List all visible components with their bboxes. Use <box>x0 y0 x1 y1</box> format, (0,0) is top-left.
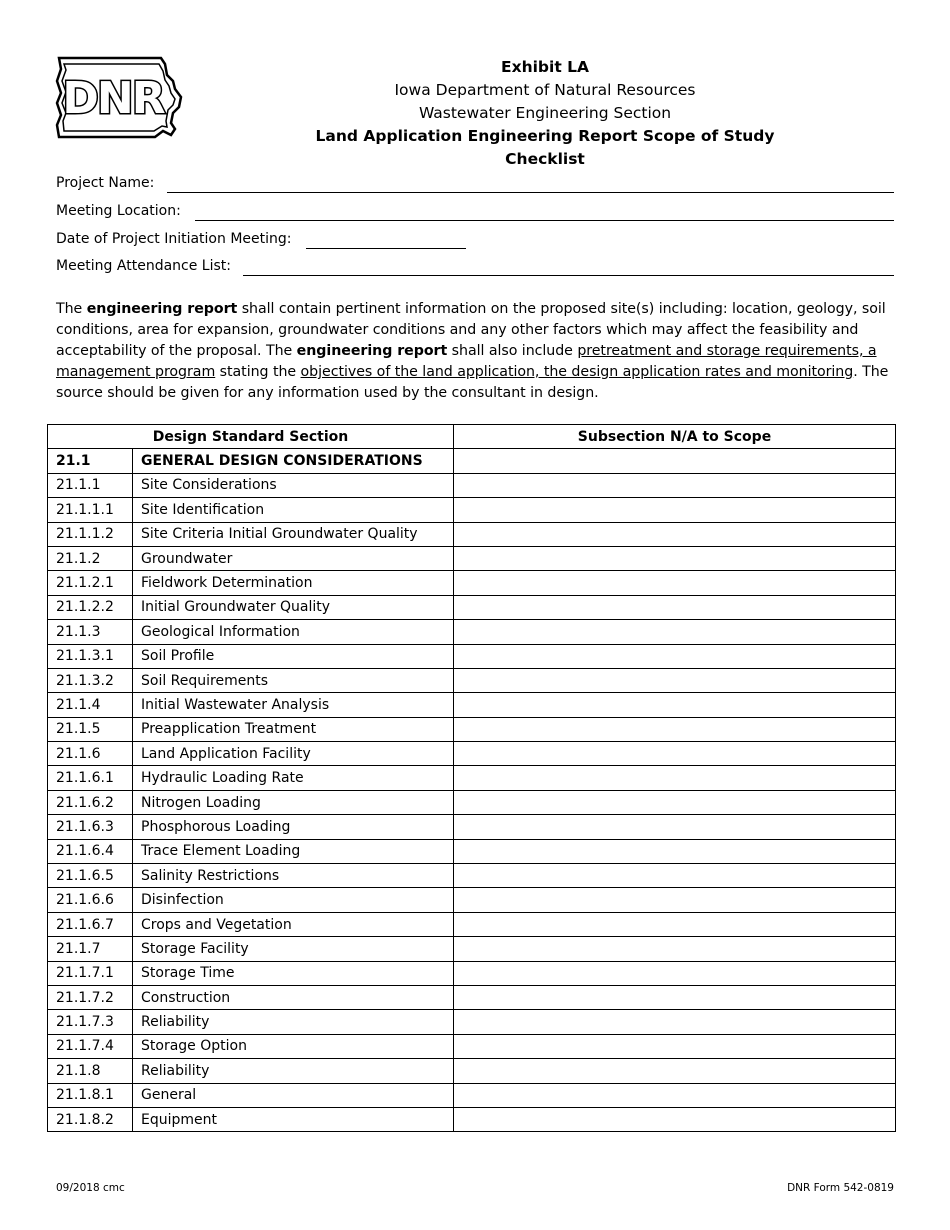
intro-bold-2: engineering report <box>296 343 448 359</box>
section-title-cell: Reliability <box>133 1010 454 1034</box>
section-title-cell: Reliability <box>133 1059 454 1083</box>
section-number-cell: 21.1.5 <box>48 717 133 741</box>
table-row <box>48 742 896 766</box>
table-header-row <box>48 425 896 449</box>
section-title-cell: General <box>133 1083 454 1107</box>
section-title-cell: Nitrogen Loading <box>133 790 454 814</box>
section-number-cell: 21.1.3 <box>48 620 133 644</box>
section-title-cell: Fieldwork Determination <box>133 571 454 595</box>
na-to-scope-cell[interactable] <box>454 1107 896 1131</box>
na-to-scope-cell[interactable] <box>454 717 896 741</box>
section-title-cell: Storage Option <box>133 1034 454 1058</box>
section-number-cell: 21.1.8.2 <box>48 1107 133 1131</box>
table-row <box>48 985 896 1009</box>
table-row <box>48 790 896 814</box>
meeting-location-field <box>56 203 896 225</box>
section-title-cell: Salinity Restrictions <box>133 864 454 888</box>
meeting-location-input-line[interactable] <box>195 220 894 221</box>
table-row <box>48 766 896 790</box>
table-row <box>48 864 896 888</box>
table-row <box>48 815 896 839</box>
table-row <box>48 571 896 595</box>
section-number-cell: 21.1.7.1 <box>48 961 133 985</box>
section-number-cell: 21.1.3.2 <box>48 668 133 692</box>
na-to-scope-cell[interactable] <box>454 1010 896 1034</box>
table-row <box>48 498 896 522</box>
section-title-cell: Initial Groundwater Quality <box>133 595 454 619</box>
intro-underline-1: pretreatment and storage requirements, a management program <box>56 343 877 380</box>
na-to-scope-cell[interactable] <box>454 742 896 766</box>
section-number-cell: 21.1.6 <box>48 742 133 766</box>
table-row <box>48 522 896 546</box>
section-number-cell: 21.1.1.1 <box>48 498 133 522</box>
section-title-cell: Crops and Vegetation <box>133 912 454 936</box>
section-number-cell: 21.1.4 <box>48 693 133 717</box>
section-title-cell: Construction <box>133 985 454 1009</box>
project-name-field <box>56 175 896 197</box>
section-number-cell: 21.1.6.2 <box>48 790 133 814</box>
na-to-scope-cell[interactable] <box>454 790 896 814</box>
subsection-na-header: Subsection N/A to Scope <box>454 425 896 449</box>
section-title-cell: Site Criteria Initial Groundwater Quality <box>133 522 454 546</box>
table-row <box>48 888 896 912</box>
na-to-scope-cell[interactable] <box>454 985 896 1009</box>
section-title-cell: Preapplication Treatment <box>133 717 454 741</box>
na-to-scope-cell[interactable] <box>454 693 896 717</box>
section-title-cell: Soil Profile <box>133 644 454 668</box>
table-row <box>48 595 896 619</box>
na-to-scope-cell[interactable] <box>454 498 896 522</box>
section-number-cell: 21.1.6.3 <box>48 815 133 839</box>
na-to-scope-cell[interactable] <box>454 888 896 912</box>
table-row <box>48 839 896 863</box>
project-name-label: Project Name: <box>56 175 155 191</box>
table-row <box>48 717 896 741</box>
table-row <box>48 937 896 961</box>
table-row <box>48 961 896 985</box>
section-number-cell: 21.1.6.1 <box>48 766 133 790</box>
intro-paragraph <box>56 299 896 404</box>
section-number-cell: 21.1.7.2 <box>48 985 133 1009</box>
table-row <box>48 449 896 473</box>
initiation-date-input-line[interactable] <box>306 248 466 249</box>
footer-date: 09/2018 cmc <box>56 1182 125 1194</box>
scope-checklist-table <box>47 424 896 1132</box>
intro-bold-1: engineering report <box>86 301 238 317</box>
table-row <box>48 693 896 717</box>
table-row <box>48 912 896 936</box>
table-row <box>48 620 896 644</box>
na-to-scope-cell[interactable] <box>454 644 896 668</box>
project-name-input-line[interactable] <box>167 192 894 193</box>
section-title-cell: Storage Time <box>133 961 454 985</box>
section-number-cell: 21.1.7.4 <box>48 1034 133 1058</box>
dnr-logo-text: DNR <box>62 73 164 124</box>
na-to-scope-cell[interactable] <box>454 937 896 961</box>
initiation-date-label: Date of Project Initiation Meeting: <box>56 231 292 247</box>
section-title-cell: Geological Information <box>133 620 454 644</box>
agency-name: Iowa Department of Natural Resources <box>394 81 696 99</box>
section-number-cell: 21.1.2 <box>48 546 133 570</box>
section-title-cell: Trace Element Loading <box>133 839 454 863</box>
section-name: Wastewater Engineering Section <box>418 104 672 122</box>
table-body <box>48 449 896 1132</box>
intro-underline-2: objectives of the land application, the design application rates and monitoring <box>300 364 854 380</box>
na-to-scope-cell[interactable] <box>454 449 896 473</box>
section-title-cell: Land Application Facility <box>133 742 454 766</box>
na-to-scope-cell[interactable] <box>454 595 896 619</box>
na-to-scope-cell[interactable] <box>454 571 896 595</box>
table-row <box>48 1059 896 1083</box>
na-to-scope-cell[interactable] <box>454 1083 896 1107</box>
na-to-scope-cell[interactable] <box>454 668 896 692</box>
na-to-scope-cell[interactable] <box>454 766 896 790</box>
intro-text-1: The <box>56 301 87 317</box>
na-to-scope-cell[interactable] <box>454 1059 896 1083</box>
section-number-cell: 21.1.6.4 <box>48 839 133 863</box>
section-title-cell: Site Identification <box>133 498 454 522</box>
section-title-cell: Equipment <box>133 1107 454 1131</box>
section-number-cell: 21.1 <box>48 449 133 473</box>
intro-text-4: stating the <box>215 364 301 380</box>
section-title-cell: Groundwater <box>133 546 454 570</box>
section-number-cell: 21.1.7.3 <box>48 1010 133 1034</box>
meeting-location-label: Meeting Location: <box>56 203 181 219</box>
section-title-cell: Hydraulic Loading Rate <box>133 766 454 790</box>
section-title-cell: Storage Facility <box>133 937 454 961</box>
intro-text-2: shall contain pertinent information on the proposed site(s) including: location, geology, soil conditions, area for expansion, groundwater conditions and any other factors which may affect the feasibility and acceptability of the proposal. The <box>56 301 886 359</box>
table-row <box>48 473 896 497</box>
section-title-cell: Disinfection <box>133 888 454 912</box>
table-row <box>48 644 896 668</box>
na-to-scope-cell[interactable] <box>454 522 896 546</box>
section-title-cell: GENERAL DESIGN CONSIDERATIONS <box>133 449 454 473</box>
na-to-scope-cell[interactable] <box>454 546 896 570</box>
intro-text-3: shall also include <box>447 343 578 359</box>
na-to-scope-cell[interactable] <box>454 473 896 497</box>
section-number-cell: 21.1.3.1 <box>48 644 133 668</box>
initiation-date-field <box>56 231 896 253</box>
design-standard-section-header: Design Standard Section <box>48 425 454 449</box>
table-row <box>48 1083 896 1107</box>
table-row <box>48 1010 896 1034</box>
table-row <box>48 1034 896 1058</box>
intro-text-5: . The source should be given for any information used by the consultant in design. <box>56 364 889 401</box>
table-row <box>48 1107 896 1131</box>
section-number-cell: 21.1.2.2 <box>48 595 133 619</box>
attendance-field <box>56 258 896 280</box>
na-to-scope-cell[interactable] <box>454 864 896 888</box>
section-number-cell: 21.1.2.1 <box>48 571 133 595</box>
section-title-cell: Site Considerations <box>133 473 454 497</box>
section-number-cell: 21.1.1 <box>48 473 133 497</box>
section-number-cell: 21.1.6.5 <box>48 864 133 888</box>
exhibit-title: Exhibit LA <box>500 58 590 76</box>
checklist-title: Land Application Engineering Report Scope of Study Checklist <box>315 127 775 168</box>
document-header <box>300 56 790 171</box>
attendance-label: Meeting Attendance List: <box>56 258 231 274</box>
table-row <box>48 546 896 570</box>
section-title-cell: Soil Requirements <box>133 668 454 692</box>
section-number-cell: 21.1.6.6 <box>48 888 133 912</box>
na-to-scope-cell[interactable] <box>454 815 896 839</box>
dnr-logo <box>55 55 183 139</box>
na-to-scope-cell[interactable] <box>454 961 896 985</box>
section-number-cell: 21.1.6.7 <box>48 912 133 936</box>
na-to-scope-cell[interactable] <box>454 912 896 936</box>
na-to-scope-cell[interactable] <box>454 620 896 644</box>
attendance-input-line[interactable] <box>243 275 894 276</box>
section-number-cell: 21.1.1.2 <box>48 522 133 546</box>
section-title-cell: Initial Wastewater Analysis <box>133 693 454 717</box>
na-to-scope-cell[interactable] <box>454 1034 896 1058</box>
section-title-cell: Phosphorous Loading <box>133 815 454 839</box>
section-number-cell: 21.1.8.1 <box>48 1083 133 1107</box>
section-number-cell: 21.1.8 <box>48 1059 133 1083</box>
footer-form-number: DNR Form 542-0819 <box>787 1182 894 1194</box>
na-to-scope-cell[interactable] <box>454 839 896 863</box>
table-row <box>48 668 896 692</box>
section-number-cell: 21.1.7 <box>48 937 133 961</box>
